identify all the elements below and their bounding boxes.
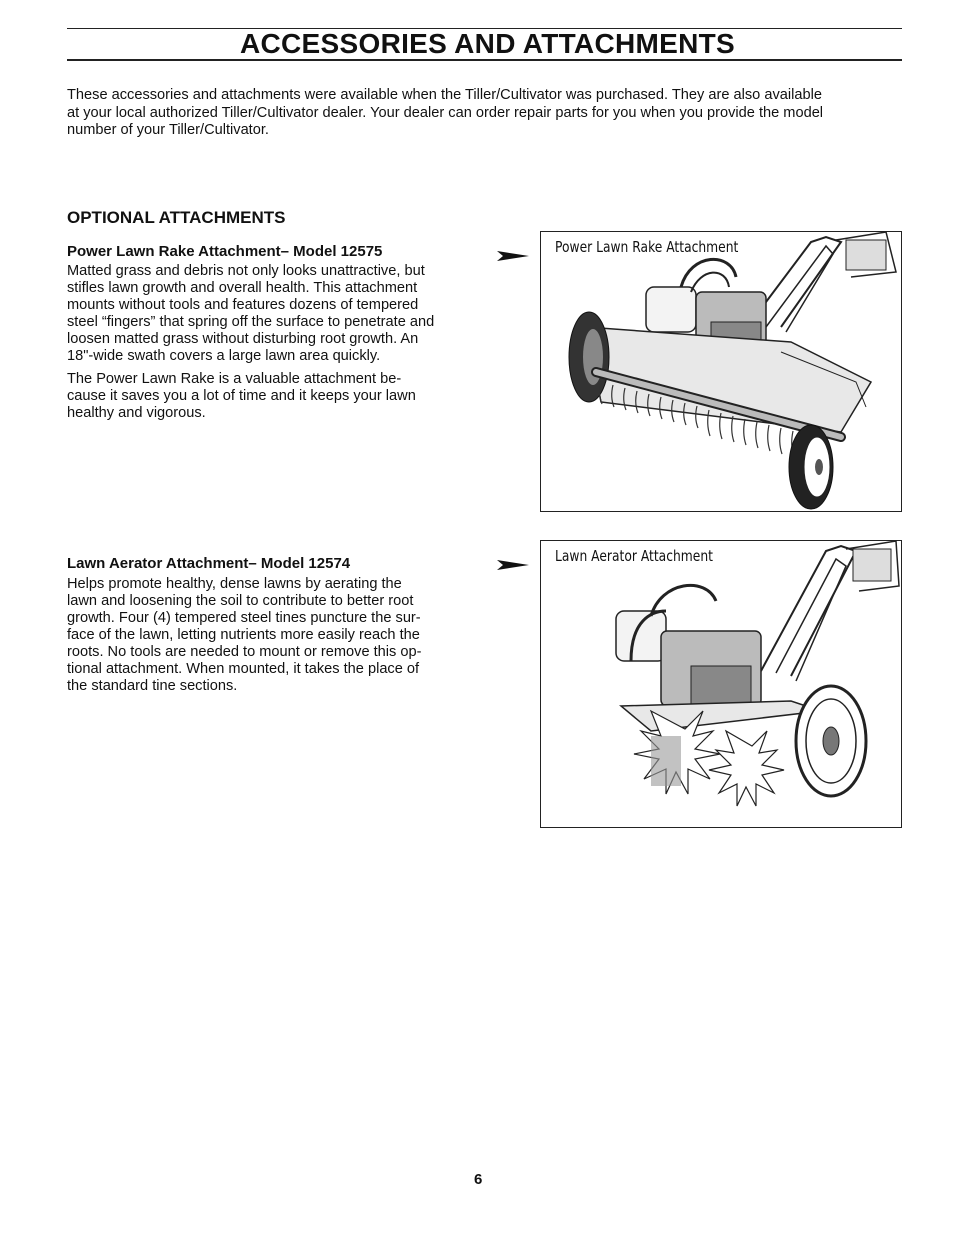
arrow-icon <box>497 558 529 572</box>
text-line: cause it saves you a lot of time and it keeps your lawn <box>67 388 416 404</box>
text-line: roots. No tools are needed to mount or remove this op- <box>67 644 422 660</box>
intro-paragraph <box>67 87 902 140</box>
section-heading: OPTIONAL ATTACHMENTS <box>67 208 286 227</box>
lawn-aerator-illustration <box>541 541 901 827</box>
text-line: mounts without tools and features dozens of tempered <box>67 297 419 313</box>
text-line: growth. Four (4) tempered steel tines puncture the sur- <box>67 610 421 626</box>
text-line: steel “fingers” that spring off the surface to penetrate and <box>67 314 435 330</box>
text-line: lawn and loosening the soil to contribute to better root <box>67 593 414 609</box>
text-line: loosen matted grass without disturbing root growth. An <box>67 331 419 347</box>
arrow-icon <box>497 249 529 263</box>
aerator-figure <box>540 540 902 828</box>
text-line: face of the lawn, letting nutrients more easily reach the <box>67 627 420 643</box>
aerator-description <box>67 576 472 695</box>
title-rule-bottom <box>67 59 902 61</box>
aerator-heading: Lawn Aerator Attachment– Model 12574 <box>67 555 351 572</box>
page-title: ACCESSORIES AND ATTACHMENTS <box>240 28 735 59</box>
text-line: stifles lawn growth and overall health. This attachment <box>67 280 418 296</box>
text-line: healthy and vigorous. <box>67 405 206 421</box>
rake-description <box>67 263 472 365</box>
text-line: The Power Lawn Rake is a valuable attachment be- <box>67 371 402 387</box>
text-line: tional attachment. When mounted, it takes the place of <box>67 661 420 677</box>
intro-line: number of your Tiller/Cultivator. <box>67 122 269 138</box>
text-line: Helps promote healthy, dense lawns by aerating the <box>67 576 402 592</box>
rake-heading: Power Lawn Rake Attachment– Model 12575 <box>67 243 383 260</box>
text-line: Matted grass and debris not only looks unattractive, but <box>67 263 425 279</box>
page-number: 6 <box>474 1171 483 1188</box>
text-line: the standard tine sections. <box>67 678 238 694</box>
rake-benefit <box>67 371 472 422</box>
power-lawn-rake-illustration <box>541 232 901 511</box>
intro-line: at your local authorized Tiller/Cultivator dealer. Your dealer can order repair parts for you when you provide the model <box>67 104 824 121</box>
rake-figure <box>540 231 902 512</box>
text-line: 18"-wide swath covers a large lawn area quickly. <box>67 348 381 364</box>
aerator-figure-caption: Lawn Aerator Attachment <box>555 547 713 565</box>
rake-figure-caption: Power Lawn Rake Attachment <box>555 238 739 256</box>
intro-line: These accessories and attachments were available when the Tiller/Cultivator was purchased. They are also available <box>67 87 822 103</box>
